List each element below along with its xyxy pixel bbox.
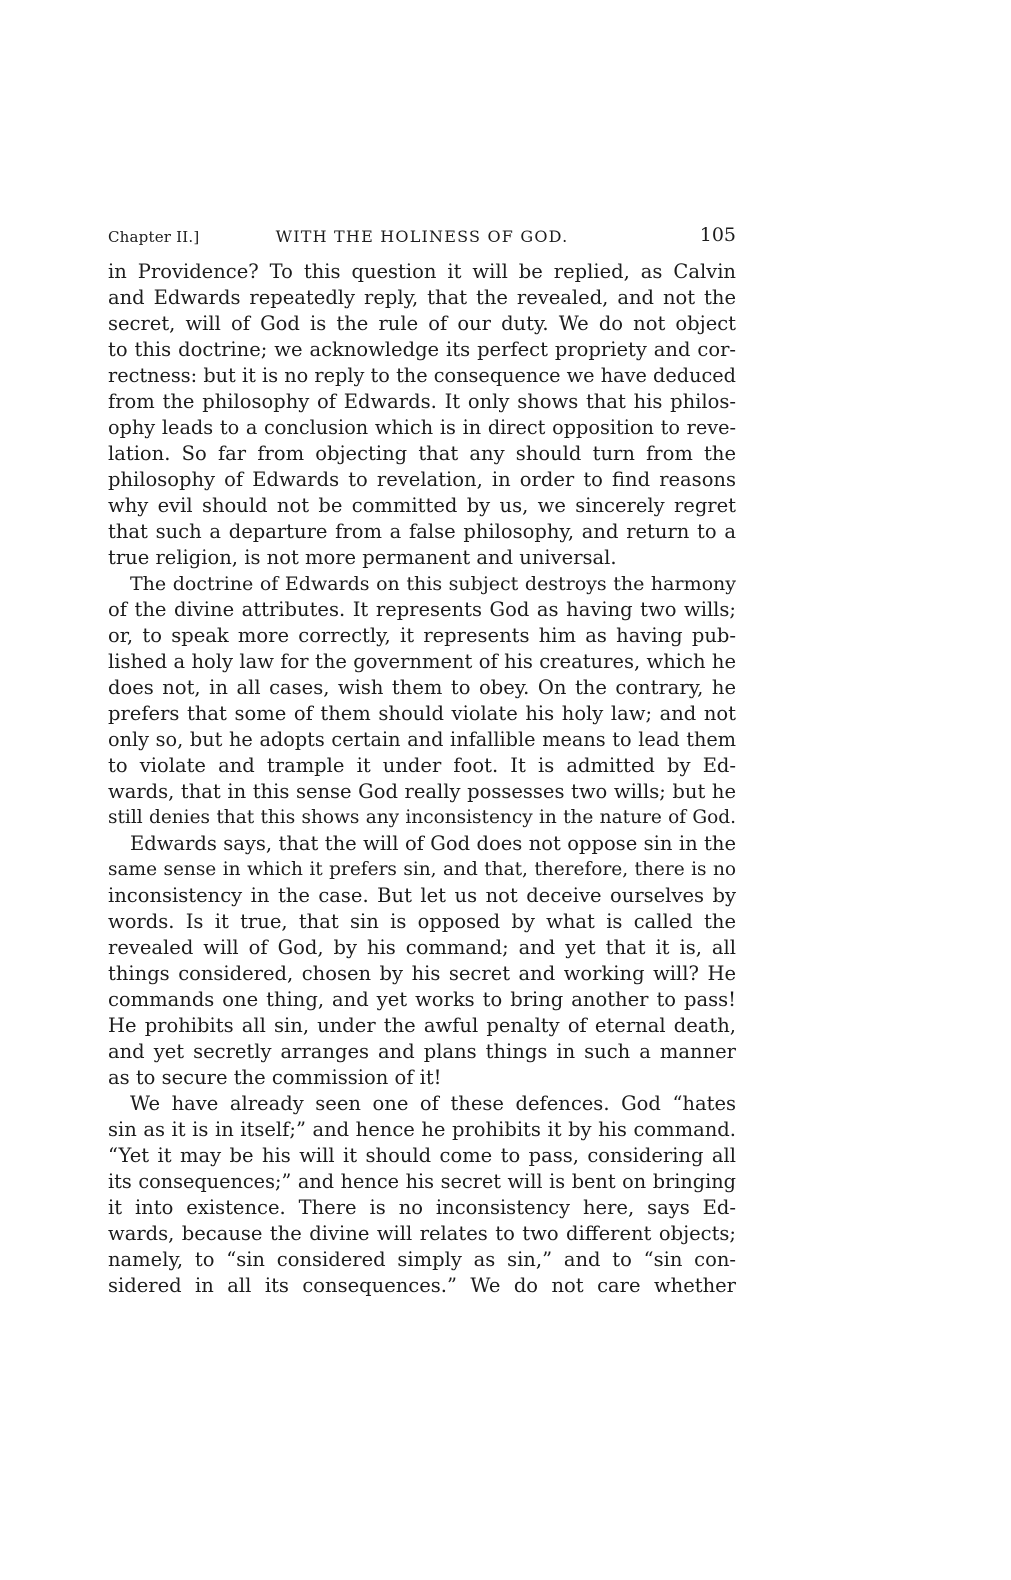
- running-head: [108, 220, 736, 250]
- text-line: secret, will of God is the rule of our duty. We do not object: [108, 312, 736, 335]
- text-line: its consequences;” and hence his secret will is bent on bringing: [108, 1170, 736, 1193]
- text-line: revealed will of God, by his command; and yet that it is, all: [108, 936, 736, 959]
- text-line: wards, because the divine will relates to two different objects;: [108, 1222, 736, 1245]
- chapter-label: Chapter II.]: [108, 228, 200, 246]
- text-line: prefers that some of them should violate his holy law; and not: [108, 702, 736, 725]
- text-line: lished a holy law for the government of his creatures, which he: [108, 650, 736, 673]
- text-line: why evil should not be committed by us, we sincerely regret: [108, 494, 736, 517]
- text-line: to violate and trample it under foot. It is admitted by Ed-: [108, 754, 736, 777]
- text-line: He prohibits all sin, under the awful penalty of eternal death,: [108, 1014, 736, 1037]
- text-line: rectness: but it is no reply to the consequence we have deduced: [108, 364, 736, 387]
- text-line: of the divine attributes. It represents God as having two wills;: [108, 598, 736, 621]
- text-line: namely, to “sin considered simply as sin,” and to “sin con-: [108, 1248, 736, 1271]
- text-line: sidered in all its consequences.” We do not care whether: [108, 1274, 736, 1297]
- text-line: “Yet it may be his will it should come to pass, considering all: [108, 1144, 736, 1167]
- text-line: commands one thing, and yet works to bring another to pass!: [108, 988, 736, 1011]
- text-line: things considered, chosen by his secret and working will? He: [108, 962, 736, 985]
- running-title: WITH THE HOLINESS OF GOD.: [275, 227, 569, 246]
- text-line: that such a departure from a false philosophy, and return to a: [108, 520, 736, 543]
- text-line: inconsistency in the case. But let us not deceive ourselves by: [108, 884, 736, 907]
- text-line: Edwards says, that the will of God does not oppose sin in the: [130, 832, 736, 855]
- text-line: We have already seen one of these defences. God “hates: [130, 1092, 736, 1115]
- text-line: ophy leads to a conclusion which is in direct opposition to reve-: [108, 416, 736, 439]
- text-line: and yet secretly arranges and plans things in such a manner: [108, 1040, 736, 1063]
- text-line: wards, that in this sense God really possesses two wills; but he: [108, 780, 736, 803]
- text-line: still denies that this shows any inconsistency in the nature of God.: [108, 807, 736, 828]
- text-line: only so, but he adopts certain and infallible means to lead them: [108, 728, 736, 751]
- text-line: and Edwards repeatedly reply, that the revealed, and not the: [108, 286, 736, 309]
- text-line: to this doctrine; we acknowledge its perfect propriety and cor-: [108, 338, 736, 361]
- text-line: philosophy of Edwards to revelation, in order to find reasons: [108, 468, 736, 491]
- body-text: [108, 259, 736, 1299]
- text-line: it into existence. There is no inconsistency here, says Ed-: [108, 1196, 736, 1219]
- text-line: does not, in all cases, wish them to obey. On the contrary, he: [108, 676, 736, 699]
- text-line: from the philosophy of Edwards. It only shows that his philos-: [108, 390, 736, 413]
- text-line: The doctrine of Edwards on this subject destroys the harmony: [130, 573, 736, 595]
- text-line: true religion, is not more permanent and universal.: [108, 546, 617, 569]
- text-line: same sense in which it prefers sin, and that, therefore, there is no: [108, 859, 736, 880]
- text-line: in Providence? To this question it will be replied, as Calvin: [108, 260, 736, 283]
- page-number: 105: [699, 224, 736, 246]
- text-line: or, to speak more correctly, it represents him as having pub-: [108, 624, 736, 647]
- text-line: as to secure the commission of it!: [108, 1066, 442, 1089]
- text-line: sin as it is in itself;” and hence he prohibits it by his command.: [108, 1118, 736, 1141]
- text-line: lation. So far from objecting that any should turn from the: [108, 442, 736, 465]
- text-line: words. Is it true, that sin is opposed by what is called the: [108, 910, 736, 933]
